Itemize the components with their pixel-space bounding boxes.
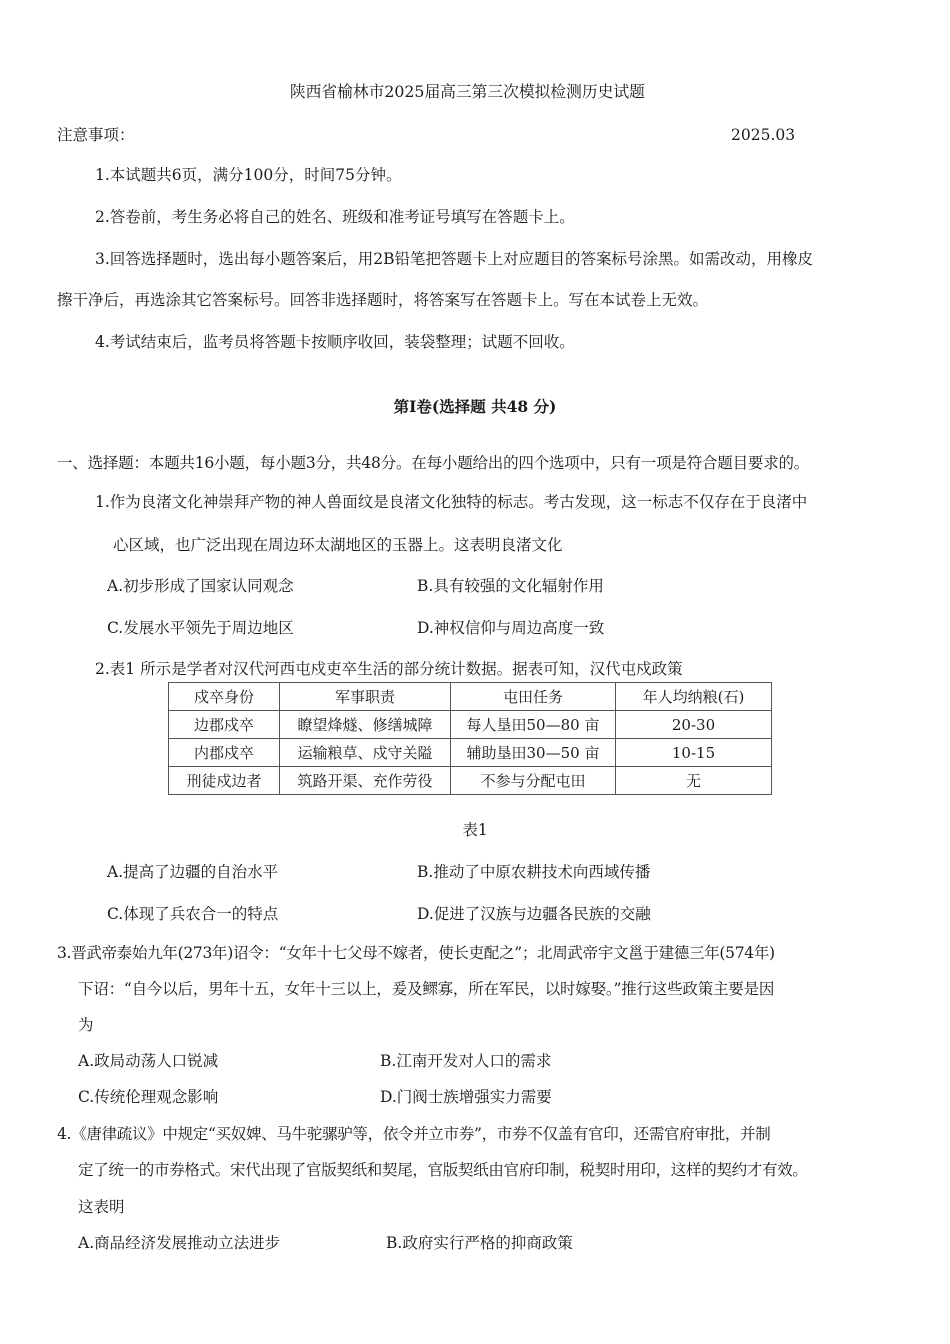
table-header-cell: 戍卒身份 xyxy=(169,683,280,711)
table-cell: 不参与分配屯田 xyxy=(451,767,616,795)
page-title: 陕西省榆林市2025届高三第三次模拟检测历史试题 xyxy=(289,82,645,101)
notice-item-3-cont: 擦干净后，再选涂其它答案标号。回答非选择题时，将答案写在答题卡上。写在本试卷上无效。 xyxy=(57,291,709,309)
section-title: 第Ⅰ卷(选择题 共48 分) xyxy=(393,397,557,416)
q2-option-b: B.推动了中原农耕技术向西域传播 xyxy=(417,863,651,881)
table-cell: 每人垦田50—80 亩 xyxy=(451,711,616,739)
notice-label: 注意事项： xyxy=(57,126,135,144)
q1-option-c: C.发展水平领先于周边地区 xyxy=(107,619,294,637)
section-instruction: 一、选择题：本题共16小题，每小题3分，共48分。在每小题给出的四个选项中，只有一项是符合题目要求的。 xyxy=(57,454,810,472)
notice-item-3: 3.回答选择题时，选出每小题答案后，用2B铅笔把答题卡上对应题目的答案标号涂黑。如需改动，用橡皮 xyxy=(95,250,814,268)
table-row xyxy=(169,767,772,795)
q3-option-d: D.门阀士族增强实力需要 xyxy=(380,1088,552,1106)
table-cell: 边郡戍卒 xyxy=(169,711,280,739)
q4-option-b: B.政府实行严格的抑商政策 xyxy=(386,1234,573,1252)
table-cell: 筑路开渠、充作劳役 xyxy=(280,767,451,795)
table-cell: 10-15 xyxy=(616,739,772,767)
q3-stem-line3: 为 xyxy=(78,1016,94,1034)
table-cell: 瞭望烽燧、修缮城障 xyxy=(280,711,451,739)
table-row xyxy=(169,739,772,767)
q1-stem-line1: 1.作为良渚文化神崇拜产物的神人兽面纹是良渚文化独特的标志。考古发现，这一标志不仅存在于良渚中 xyxy=(95,493,808,511)
table-header-cell: 年人均纳粮(石) xyxy=(616,683,772,711)
table-1 xyxy=(168,682,772,795)
table-header-row xyxy=(169,683,772,711)
q3-option-a: A.政局动荡人口锐减 xyxy=(78,1052,219,1070)
table-header-cell: 屯田任务 xyxy=(451,683,616,711)
q2-option-d: D.促进了汉族与边疆各民族的交融 xyxy=(417,905,651,923)
q4-stem-line3: 这表明 xyxy=(78,1198,125,1216)
notice-item-1: 1.本试题共6页，满分100分，时间75分钟。 xyxy=(95,166,402,184)
q1-option-a: A.初步形成了国家认同观念 xyxy=(107,577,294,595)
q3-stem-line2: 下诏：“自今以后，男年十五，女年十三以上，爰及鳏寡，所在军民，以时嫁娶。”推行这些政策主要是因 xyxy=(78,980,775,998)
q3-option-c: C.传统伦理观念影响 xyxy=(78,1088,219,1106)
exam-date: 2025.03 xyxy=(731,126,796,144)
q2-stem: 2.表1 所示是学者对汉代河西屯戍吏卒生活的部分统计数据。据表可知，汉代屯戍政策 xyxy=(95,660,683,678)
table-cell: 刑徒戍边者 xyxy=(169,767,280,795)
notice-item-2: 2.答卷前，考生务必将自己的姓名、班级和准考证号填写在答题卡上。 xyxy=(95,208,575,226)
q1-option-d: D.神权信仰与周边高度一致 xyxy=(417,619,605,637)
q3-option-b: B.江南开发对人口的需求 xyxy=(380,1052,552,1070)
table-row xyxy=(169,711,772,739)
q1-option-b: B.具有较强的文化辐射作用 xyxy=(417,577,604,595)
notice-item-4: 4.考试结束后，监考员将答题卡按顺序收回，装袋整理；试题不回收。 xyxy=(95,333,575,351)
q3-stem-line1: 3.晋武帝泰始九年(273年)诏令：“女年十七父母不嫁者，使长吏配之”；北周武帝宇文邕于建德三年(574年) xyxy=(57,944,775,962)
table-cell: 辅助垦田30—50 亩 xyxy=(451,739,616,767)
q4-stem-line1: 4.《唐律疏议》中规定“买奴婢、马牛驼骡驴等，依令并立市券”，市券不仅盖有官印，还需官府审批，并制 xyxy=(57,1125,771,1143)
q4-option-a: A.商品经济发展推动立法进步 xyxy=(78,1234,281,1252)
table-cell: 运输粮草、戍守关隘 xyxy=(280,739,451,767)
q2-option-a: A.提高了边疆的自治水平 xyxy=(107,863,279,881)
table-cell: 无 xyxy=(616,767,772,795)
q2-option-c: C.体现了兵农合一的特点 xyxy=(107,905,279,923)
q4-stem-line2: 定了统一的市券格式。宋代出现了官版契纸和契尾，官版契纸由官府印制，税契时用印，这样的契约才有效。 xyxy=(78,1161,808,1179)
table-caption: 表1 xyxy=(462,821,488,839)
table-header-cell: 军事职责 xyxy=(280,683,451,711)
q1-stem-line2: 心区域，也广泛出现在周边环太湖地区的玉器上。这表明良渚文化 xyxy=(113,536,563,554)
table-cell: 20-30 xyxy=(616,711,772,739)
table-cell: 内郡戍卒 xyxy=(169,739,280,767)
